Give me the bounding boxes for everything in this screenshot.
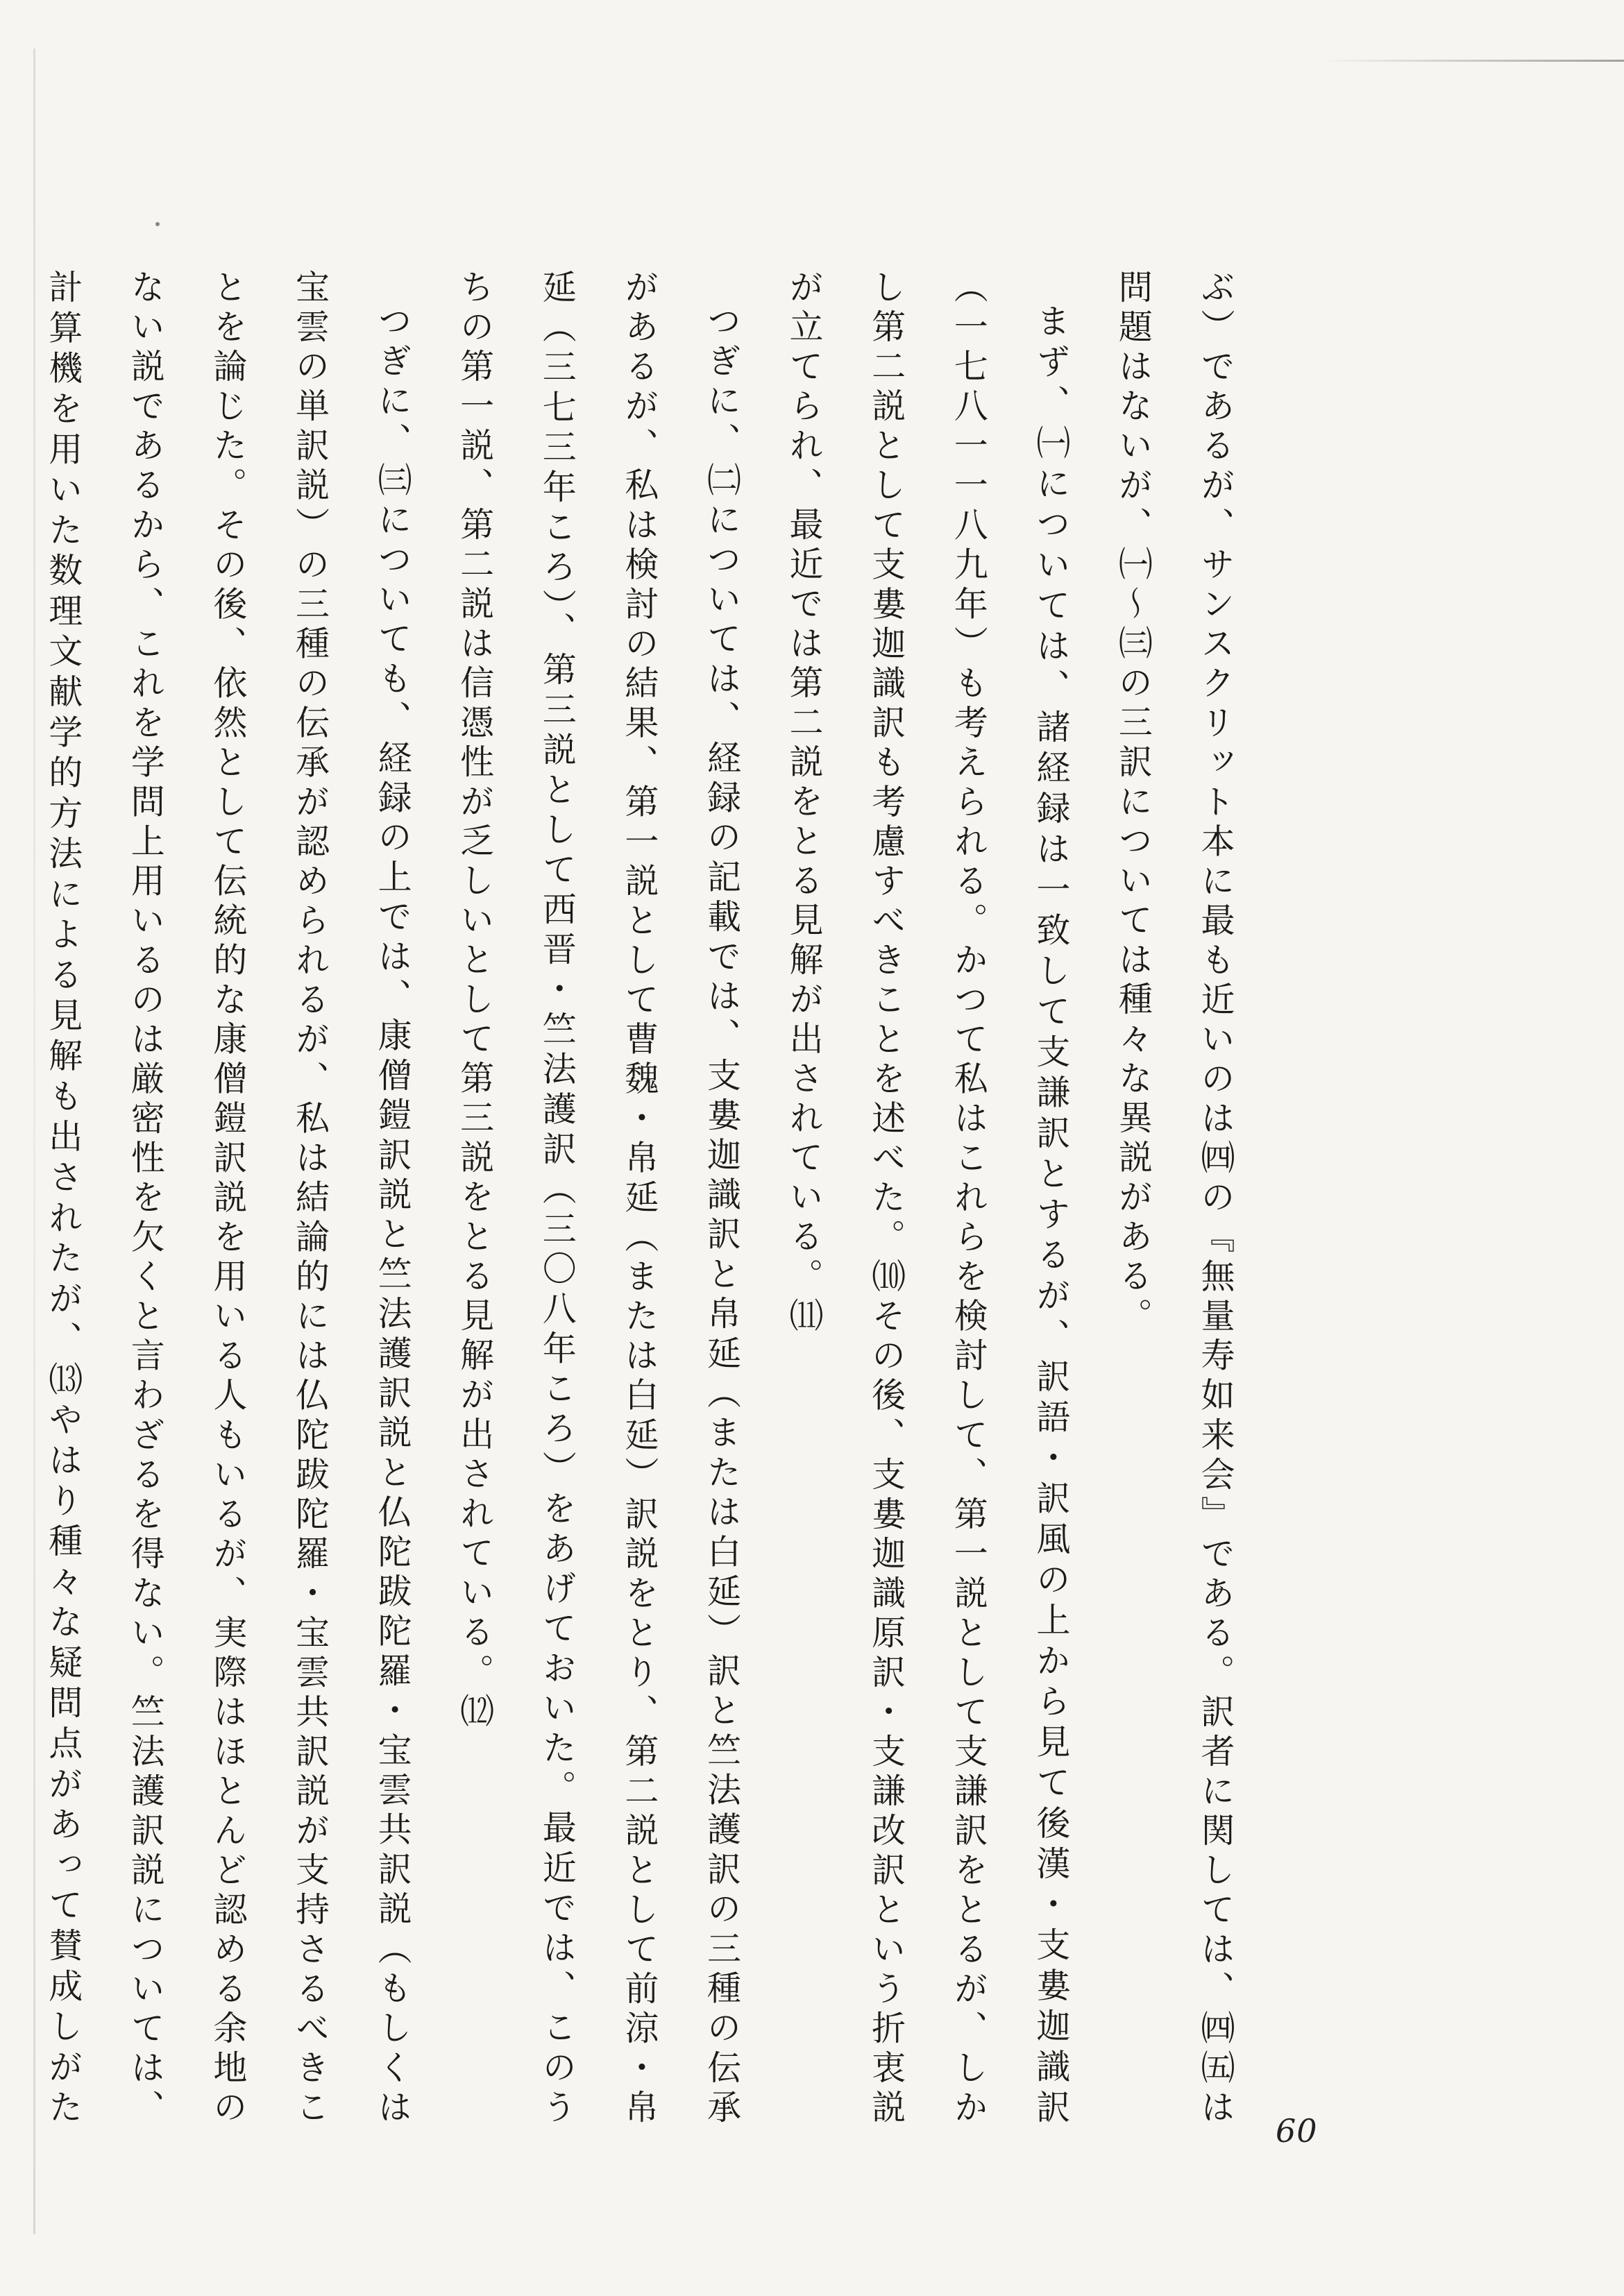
- paragraph-2: まず、㈠については、諸経録は一致して支謙訳とするが、訳語・訳風の上から見て後漢・支婁迦識訳（一七八一一八九年）も考えられる。かつて私はこれらを検討して、第一説として支謙訳をとるが、しかし第二説として支婁迦識訳も考慮すべきことを述べた。⑽その後、支婁迦識原訳・支謙改訳という折衷説が立てられ、最近では第二説をとる見解が出されている。⑾: [784, 269, 1071, 2129]
- scan-speck: [155, 222, 160, 226]
- scan-top-rule: [1319, 60, 1624, 62]
- page-number: 60: [1276, 2112, 1318, 2150]
- paragraph-3: つぎに、㈡については、経録の記載では、支婁迦識訳と帛延（または白延）訳と竺法護訳の三種の伝承があるが、私は検討の結果、第一説として曹魏・帛延（または白延）訳説をとり、第二説として前涼・帛延（三七三年ころ）、第三説として西晋・竺法護訳（三〇八年ころ）をあげておいた。最近では、このうちの第一説、第二説は信憑性が乏しいとして第三説をとる見解が出されている。⑿: [455, 269, 742, 2129]
- paragraph-1: ぶ）であるが、サンスクリット本に最も近いのは㈣の『無量寿如来会』である。訳者に関しては、㈣㈤は問題はないが、㈠〜㈢の三訳については種々な異説がある。: [1113, 269, 1235, 2129]
- vertical-body-text: [43, 269, 1256, 2129]
- paragraph-4: つぎに、㈢についても、経録の上では、康僧鎧訳説と竺法護訳説と仏陀跋陀羅・宝雲共訳説（もしくは宝雲の単訳説）の三種の伝承が認められるが、私は結論的には仏陀跋陀羅・宝雲共訳説が支持さるべきことを論じた。その後、依然として伝統的な康僧鎧訳説を用いる人もいるが、実際はほとんど認める余地のない説であるから、これを学問上用いるのは厳密性を欠くと言わざるを得ない。竺法護訳説については、計算機を用いた数理文献学的方法による見解も出されたが、⒀やはり種々な疑問点があって賛成しがた: [43, 269, 413, 2129]
